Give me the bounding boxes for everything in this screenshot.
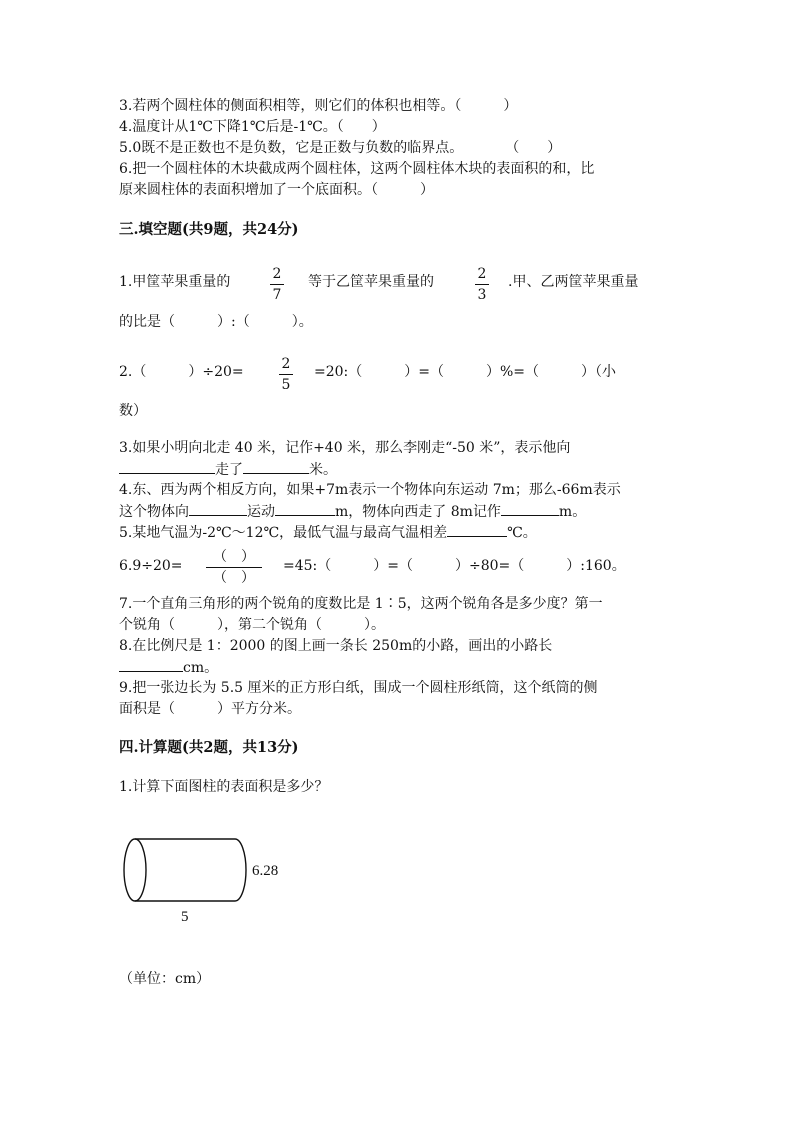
answer-blank[interactable] (119, 657, 183, 672)
fill-q3-line2: 走了 米。 (119, 459, 337, 480)
fill-q2-line2: 数） (119, 403, 147, 419)
judge-question-4: 4.温度计从1℃下降1℃后是-1℃。（ ） (119, 119, 386, 135)
fill-q2-text-b: =20:（ ）=（ ）%=（ ）（小 (314, 364, 617, 380)
cylinder-figure (118, 830, 318, 930)
judge-question-6-line2: 原来圆柱体的表面积增加了一个底面积。（ ） (119, 182, 434, 198)
fill-q1-fraction-1: 2 7 (270, 266, 284, 303)
fill-q5: 5.某地气温为-2℃～12℃，最低气温与最高气温相差 ℃。 (119, 522, 537, 543)
fill-q8-line1: 8.在比例尺是 1：2000 的图上画一条长 250m的小路，画出的小路长 (119, 638, 553, 654)
answer-blank[interactable] (189, 501, 247, 516)
answer-blank[interactable] (119, 459, 215, 474)
fill-q3-line1: 3.如果小明向北走 40 米，记作+40 米，那么李刚走“-50 米”，表示他向 (119, 440, 571, 456)
fill-q6-text-a: 6.9÷20= (119, 558, 183, 574)
answer-blank[interactable] (243, 459, 309, 474)
fill-q1-text-a: 1.甲筐苹果重量的 (119, 274, 231, 290)
cylinder-height-label: 6.28 (252, 863, 279, 879)
fill-q8-line2: cm。 (119, 657, 218, 678)
cylinder-right-end (235, 839, 246, 901)
answer-blank[interactable] (447, 522, 507, 537)
fill-q9-line1: 9.把一张边长为 5.5 厘米的正方形白纸，围成一个圆柱形纸筒，这个纸筒的侧 (119, 680, 598, 696)
calc-question-1: 1.计算下面图柱的表面积是多少？ (119, 779, 329, 795)
answer-blank[interactable] (501, 501, 559, 516)
unit-note: （单位：cm） (119, 971, 211, 987)
fill-q1-line2: 的比是（ ）:（ ）。 (119, 314, 313, 330)
section4-heading: 四.计算题(共2题，共13分) (119, 739, 299, 756)
judge-question-5: 5.0既不是正数也不是负数，它是正数与负数的临界点。 （ ） (119, 140, 562, 156)
fill-q1-fraction-2: 2 3 (475, 266, 489, 303)
fill-q4-line1: 4.东、西为两个相反方向，如果+7m表示一个物体向东运动 7m；那么-66m表示 (119, 482, 621, 498)
judge-question-3: 3.若两个圆柱体的侧面积相等，则它们的体积也相等。（ ） (119, 98, 518, 114)
section3-heading: 三.填空题(共9题，共24分) (119, 221, 299, 238)
cylinder-length-label: 5 (181, 909, 189, 925)
fill-q4-line2: 这个物体向 运动 m，物体向西走了 8m记作 m。 (119, 501, 586, 522)
fill-q1-text-c: .甲、乙两筐苹果重量 (508, 274, 639, 290)
fill-q7-line1: 7.一个直角三角形的两个锐角的度数比是 1∶5，这两个锐角各是多少度？第一 (119, 596, 603, 612)
fill-q7-line2: 个锐角（ ），第二个锐角（ ）。 (119, 617, 385, 633)
answer-blank[interactable] (275, 501, 335, 516)
fill-q6-text-b: =45:（ ）=（ ）÷80=（ ）:160。 (283, 558, 626, 574)
judge-question-6-line1: 6.把一个圆柱体的木块截成两个圆柱体，这两个圆柱体木块的表面积的和，比 (119, 161, 595, 177)
fill-q6-fraction: （ ） （ ） (206, 549, 262, 586)
fill-q1-text-b: 等于乙筐苹果重量的 (308, 274, 434, 290)
fill-q2-text-a: 2.（ ）÷20= (119, 364, 244, 380)
fill-q9-line2: 面积是（ ）平方分米。 (119, 701, 301, 717)
cylinder-left-end (124, 839, 146, 901)
fill-q2-fraction: 2 5 (279, 356, 293, 393)
